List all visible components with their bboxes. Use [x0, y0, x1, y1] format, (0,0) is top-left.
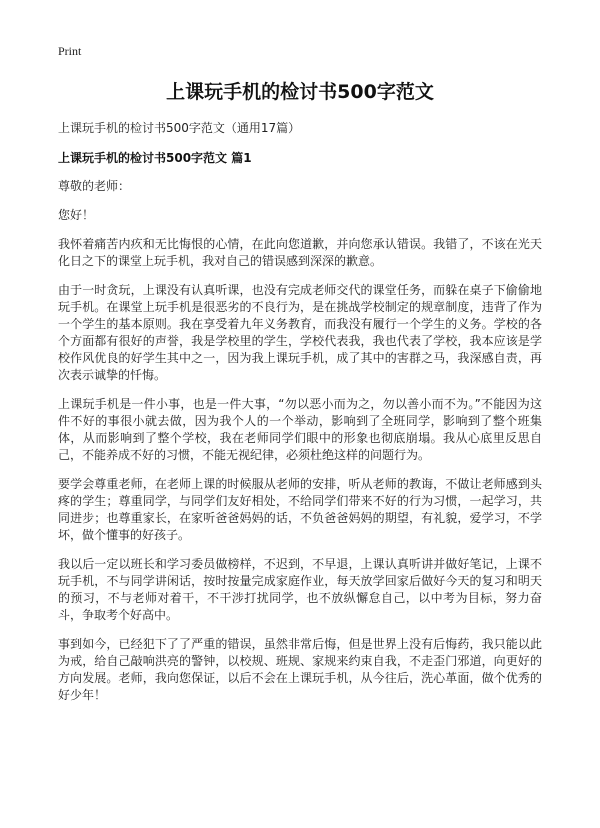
body-paragraph-5: 我以后一定以班长和学习委员做榜样，不迟到，不早退，上课认真听讲并做好笔记，上课不玩手机，不与同学讲闲话，按时按量完成家庭作业，每天放学回家后做好今天的复习和明天的预习，不与老师对着干，不干涉打扰同学，也不放纵懈怠自己，以中考为目标，努力奋斗，争取考个好高中。: [58, 557, 542, 622]
section-heading: 上课玩手机的检讨书500字范文 篇1: [58, 151, 252, 165]
document-subtitle: 上课玩手机的检讨书500字范文（通用17篇）: [58, 121, 301, 135]
salutation: 您好！: [58, 208, 95, 222]
greeting: 尊敬的老师：: [58, 179, 131, 193]
body-paragraph-1: 我怀着痛苦内疚和无比悔恨的心情，在此向您道歉，并向您承认错误。我错了，不该在光天化日之下的课堂上玩手机，我对自己的错误感到深深的歉意。: [58, 237, 542, 268]
document-title: 上课玩手机的检讨书500字范文: [166, 81, 434, 103]
body-paragraph-3: 上课玩手机是一件小事，也是一件大事，“勿以恶小而为之，勿以善小而不为。”不能因为这件不好的事很小就去做，因为我个人的一个举动，影响到了全班同学，影响到了整个班集体，从而影响到了整个学校，我在老师同学们眼中的形象也彻底崩塌。我从心底里反思自己，不能养成不好的习惯，不能无视纪律，必须杜绝这样的问题行为。: [58, 397, 542, 462]
body-paragraph-2: 由于一时贪玩，上课没有认真听课，也没有完成老师交代的课堂任务，而躲在桌子下偷偷地玩手机。在课堂上玩手机是很恶劣的不良行为，是在挑战学校制定的规章制度，违背了作为一个学生的基本原则。我在享受着九年义务教育，而我没有履行一个学生的义务。学校的各个方面都有很好的声誉，我是学校里的学生，学校代表我，我也代表了学校，我本应该是学校作风优良的好学生其中之一，因为我上课玩手机，成了其中的害群之马，我深感自责，再次表示诚挚的忏悔。: [58, 283, 542, 382]
print-label[interactable]: Print: [58, 44, 82, 58]
body-paragraph-6: 事到如今，已经犯下了了严重的错误，虽然非常后悔，但是世界上没有后悔药，我只能以此为戒，给自己敲响洪亮的警钟，以校规、班规、家规来约束自我，不走歪门邪道，向更好的方向发展。老师，我向您保证，以后不会在上课玩手机，从今往后，洗心革面，做个优秀的好少年！: [58, 637, 542, 702]
body-paragraph-4: 要学会尊重老师，在老师上课的时候服从老师的安排，听从老师的教诲，不做让老师感到头疼的学生；尊重同学，与同学们友好相处，不给同学们带来不好的行为习惯，一起学习，共同进步；也尊重家长，在家听爸爸妈妈的话，不负爸爸妈妈的期望，有礼貌，爱学习，不学坏，做个懂事的好孩子。: [58, 477, 542, 542]
